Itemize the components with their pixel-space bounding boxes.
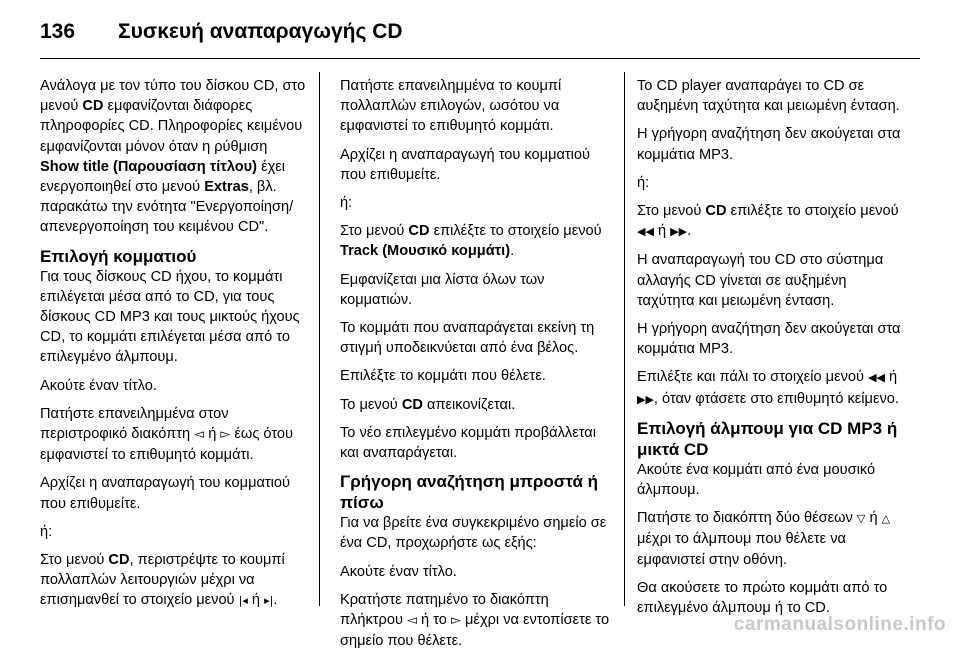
header-rule — [40, 58, 920, 59]
rewind-icon: ◀◀ — [868, 371, 885, 385]
paragraph: Το μενού CD απεικονίζεται. — [340, 396, 516, 413]
paragraph: Το CD player αναπαράγει το CD σε αυξημένη ταχύτητα και μειωμένη ένταση. — [637, 78, 900, 115]
paragraph: Το νέο επιλεγμένο κομμάτι προβάλλεται και αναπαράγεται. — [340, 424, 596, 462]
paragraph: Το κομμάτι που αναπαράγεται εκείνη τη στιγμή υποδεικνύεται από ένα βέλος. — [340, 320, 595, 357]
page-title: Συσκευή αναπαραγωγής CD — [118, 20, 403, 43]
paragraph: ή: — [40, 523, 53, 540]
paragraph: Η γρήγορη αναζήτηση δεν ακούγεται στα κομμάτια MP3. — [637, 126, 901, 163]
paragraph: Πατήστε επανειλημμένα στον περιστροφικό διακόπτη ◅ ή ▻ έως ότου εμφανιστεί το επιθυμητό κομμάτι. — [40, 405, 293, 464]
down-triangle-icon: ▽ — [856, 512, 866, 526]
column-divider-1 — [319, 72, 320, 606]
paragraph: Εμφανίζεται μια λίστα όλων των κομματιών. — [340, 271, 545, 308]
paragraph: Πατήστε επανειλημμένα το κουμπί πολλαπλών επιλογών, ωσότου να εμφανιστεί το επιθυμητό κομμάτι. — [340, 78, 562, 135]
column-1 — [40, 76, 308, 620]
rotate-left-icon: ◅ — [194, 427, 205, 443]
fast-forward-icon: ▶▶ — [637, 392, 654, 406]
paragraph: Στο μενού CD επιλέξτε το στοιχείο μενού ◀◀ ή ▶▶. — [637, 203, 899, 240]
paragraph: Η γρήγορη αναζήτηση δεν ακούγεται στα κομμάτια MP3. — [637, 321, 901, 358]
skip-back-icon: |◂ — [238, 594, 248, 608]
paragraph: Ακούτε έναν τίτλο. — [40, 377, 157, 394]
paragraph: Στο μενού CD επιλέξτε το στοιχείο μενού Track (Μουσικό κομμάτι). — [340, 223, 602, 260]
section-heading: Γρήγορη αναζήτηση μπροστά ή πίσω — [340, 472, 599, 513]
skip-forward-icon: ▸| — [264, 594, 274, 608]
rewind-icon: ◀◀ — [637, 225, 654, 239]
page-header — [40, 14, 920, 54]
rotate-left-icon: ◅ — [407, 613, 417, 629]
paragraph: Για τους δίσκους CD ήχου, το κομμάτι επιλέγεται μέσα από το CD, για τους δίσκους CD MP3 και τους μικτούς ήχους CD, το κομμάτι επιλέγεται μέσα από το επιλεγμένο άλμπουμ. — [40, 268, 300, 366]
paragraph: Η αναπαραγωγή του CD στο σύστημα αλλαγής CD γίνεται σε αυξημένη ταχύτητα και μειωμένη ένταση. — [637, 252, 884, 309]
paragraph: Ανάλογα με τον τύπο του δίσκου CD, στο μενού CD εμφανίζονται διάφορες πληροφορίες CD. Πληροφορίες κειμένου εμφανίζονται μόνον όταν η ρύθμιση Show title (Παρουσίαση τίτλου) έχει ενεργοποιηθεί στο μενού Extras, βλ. παρακάτω την ενότητα "Ενεργοποίηση/απενεργοποίηση του κειμένου CD". — [40, 78, 306, 236]
watermark: carmanualsonline.info — [733, 614, 946, 635]
fast-forward-icon: ▶▶ — [670, 225, 688, 239]
paragraph: Αρχίζει η αναπαραγωγή του κομματιού που επιθυμείτε. — [340, 146, 591, 183]
paragraph: Επιλέξτε το κομμάτι που θέλετε. — [340, 368, 546, 385]
section-heading: Επιλογή κομματιού — [40, 246, 197, 266]
paragraph: Ακούτε έναν τίτλο. — [340, 563, 457, 580]
paragraph: Θα ακούσετε το πρώτο κομμάτι από το επιλεγμένο άλμπουμ ή το CD. — [637, 579, 888, 617]
column-3 — [637, 76, 905, 626]
column-2 — [340, 76, 610, 659]
rotate-right-icon: ▻ — [220, 427, 231, 443]
paragraph: Στο μενού CD, περιστρέψτε το κουμπί πολλαπλών λειτουργιών μέχρι να επισημανθεί το στοιχείο μενού |◂ ή ▸|. — [40, 552, 285, 609]
page-number: 136 — [40, 20, 76, 43]
paragraph: Αρχίζει η αναπαραγωγή του κομματιού που επιθυμείτε. — [40, 475, 291, 512]
paragraph: Επιλέξτε και πάλι το στοιχείο μενού ◀◀ ή ▶▶, όταν φτάσετε στο επιθυμητό κείμενο. — [637, 369, 899, 407]
section-heading: Επιλογή άλμπουμ για CD MP3 ή μικτά CD — [637, 418, 898, 459]
column-divider-2 — [624, 72, 625, 606]
up-triangle-icon: △ — [881, 512, 891, 526]
paragraph: Ακούτε ένα κομμάτι από ένα μουσικό άλμπουμ. — [637, 461, 876, 499]
paragraph: Για να βρείτε ένα συγκεκριμένο σημείο σε ένα CD, προχωρήστε ως εξής: — [340, 515, 607, 552]
paragraph: Κρατήστε πατημένο το διακόπτη πλήκτρου ◅ ή το ▻ μέχρι να εντοπίσετε το σημείο που θέλετε. — [340, 591, 610, 650]
paragraph: ή: — [637, 174, 650, 191]
paragraph: Πατήστε το διακόπτη δύο θέσεων ▽ ή △ μέχρι το άλμπουμ που θέλετε να εμφανιστεί στην οθόνη. — [637, 510, 891, 568]
paragraph: ή: — [340, 195, 353, 212]
rotate-right-icon: ▻ — [450, 613, 461, 629]
